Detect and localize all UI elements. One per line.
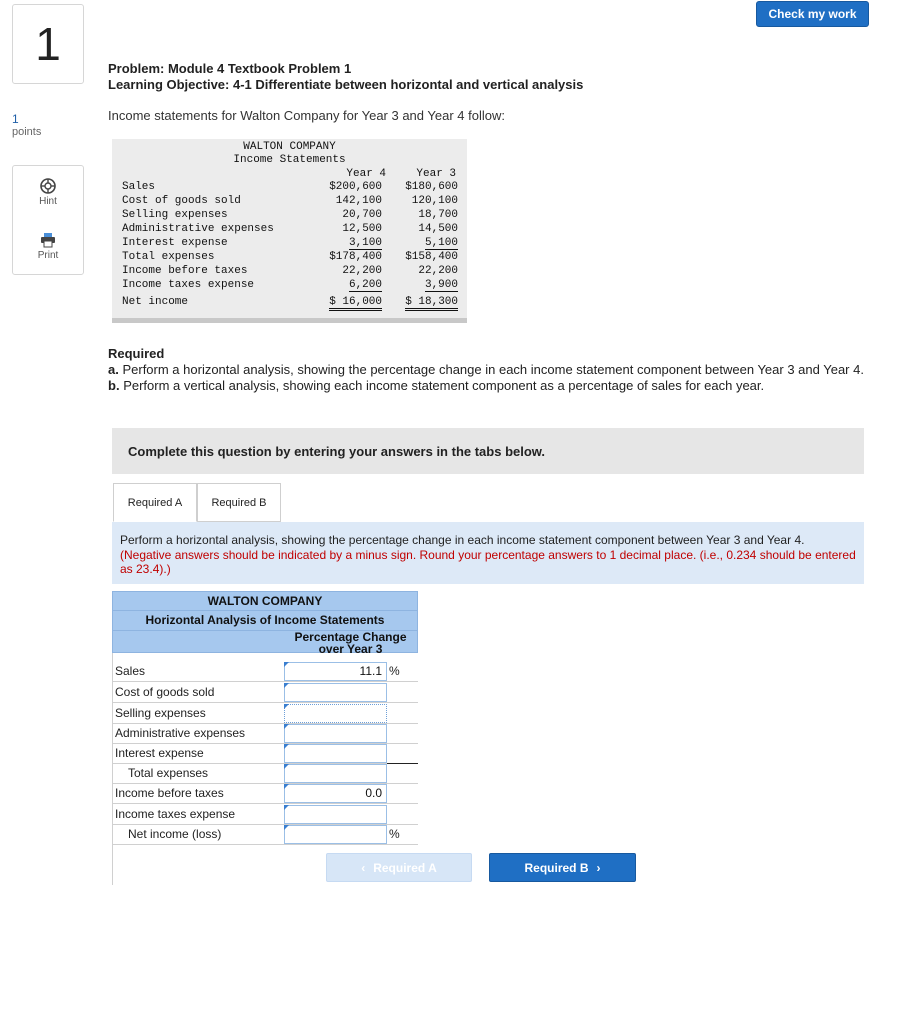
selling-change-input[interactable] bbox=[284, 704, 387, 723]
input-marker-icon bbox=[284, 683, 289, 688]
row-label: Income taxes expense bbox=[122, 279, 255, 291]
table-row bbox=[112, 703, 418, 724]
row-year3: 5,100 bbox=[424, 237, 458, 249]
instructions-box bbox=[112, 522, 864, 584]
problem-intro: Income statements for Walton Company for Year 3 and Year 4 follow: bbox=[108, 108, 505, 123]
instructions-note: (Negative answers should be indicated by a minus sign. Round your percentage answers to 1 decimal place. (i.e., 0.234 should be entered as 23.4).) bbox=[120, 547, 856, 576]
analysis-subtitle: Horizontal Analysis of Income Statements bbox=[112, 611, 418, 631]
table-row bbox=[112, 804, 418, 825]
cogs-change-input[interactable] bbox=[284, 683, 387, 702]
row-year3: 120,100 bbox=[411, 195, 458, 207]
input-marker-icon bbox=[284, 724, 289, 729]
row-year3: $158,400 bbox=[405, 251, 458, 263]
chevron-right-icon: › bbox=[596, 860, 601, 875]
required-section bbox=[108, 346, 878, 394]
row-year3: $ 18,300 bbox=[405, 296, 458, 311]
income-taxes-change-input[interactable] bbox=[284, 805, 387, 824]
percent-sign: % bbox=[389, 827, 400, 841]
required-b-prefix: b. bbox=[108, 378, 120, 393]
input-marker-icon bbox=[284, 704, 289, 709]
row-label: Administrative expenses bbox=[115, 726, 246, 740]
prev-tab-button[interactable] bbox=[326, 853, 472, 882]
required-b bbox=[108, 378, 878, 394]
print-label: Print bbox=[37, 250, 59, 261]
income-statement bbox=[112, 139, 467, 323]
row-year4: 22,200 bbox=[342, 265, 382, 277]
row-year3: $180,600 bbox=[405, 181, 458, 193]
row-year4: 142,100 bbox=[335, 195, 382, 207]
question-number bbox=[12, 4, 84, 84]
row-label: Total expenses bbox=[122, 251, 215, 263]
print-icon bbox=[40, 232, 56, 248]
chevron-left-icon: ‹ bbox=[361, 860, 366, 875]
table-row bbox=[112, 661, 418, 682]
next-tab-label: Required B bbox=[524, 860, 589, 875]
row-year4: 6,200 bbox=[348, 279, 382, 291]
required-a-prefix: a. bbox=[108, 362, 119, 377]
table-row bbox=[112, 682, 418, 703]
row-year3: 18,700 bbox=[418, 209, 458, 221]
row-label: Interest expense bbox=[122, 237, 228, 249]
row-label: Sales bbox=[122, 181, 156, 193]
row-label: Selling expenses bbox=[122, 209, 228, 221]
input-marker-icon bbox=[284, 744, 289, 749]
analysis-column-header: Percentage Change over Year 3 bbox=[284, 631, 418, 653]
total-expenses-change-input[interactable] bbox=[284, 764, 387, 783]
instructions-text: Perform a horizontal analysis, showing the percentage change in each income statement component between Year 3 and Year 4. bbox=[120, 533, 805, 547]
table-row bbox=[112, 723, 418, 744]
tools-panel bbox=[12, 165, 84, 275]
tab-required-b[interactable]: Required B bbox=[197, 483, 281, 522]
table-row bbox=[112, 763, 418, 784]
tab-required-a[interactable]: Required A bbox=[113, 483, 197, 522]
row-label: Administrative expenses bbox=[122, 223, 274, 235]
row-label: Sales bbox=[115, 664, 146, 678]
row-label: Interest expense bbox=[115, 746, 204, 760]
statement-row bbox=[122, 279, 462, 293]
statement-row bbox=[122, 195, 462, 209]
analysis-header-blank bbox=[112, 631, 284, 653]
statement-row bbox=[122, 209, 462, 223]
row-label: Net income bbox=[122, 296, 189, 308]
percent-sign: % bbox=[389, 664, 400, 678]
input-marker-icon bbox=[284, 764, 289, 769]
complete-question-text: Complete this question by entering your answers in the tabs below. bbox=[128, 443, 546, 459]
hint-icon bbox=[40, 178, 56, 194]
hint-button[interactable] bbox=[13, 178, 83, 207]
problem-title bbox=[108, 61, 583, 93]
col-year4: Year 4 bbox=[346, 168, 386, 180]
statement-company: WALTON COMPANY bbox=[243, 141, 336, 153]
row-year3: 3,900 bbox=[424, 279, 458, 291]
input-marker-icon bbox=[284, 805, 289, 810]
row-label: Income taxes expense bbox=[115, 807, 236, 821]
required-b-text: Perform a vertical analysis, showing each income statement component as a percentage of sales for each year. bbox=[123, 378, 765, 393]
prev-tab-label: Required A bbox=[373, 860, 437, 875]
statement-row bbox=[122, 265, 462, 279]
next-tab-button[interactable] bbox=[489, 853, 636, 882]
table-row bbox=[112, 783, 418, 804]
statement-row bbox=[122, 181, 462, 195]
check-my-work-button[interactable]: Check my work bbox=[756, 1, 869, 27]
row-year3: 22,200 bbox=[418, 265, 458, 277]
row-label: Income before taxes bbox=[115, 786, 224, 800]
row-label: Income before taxes bbox=[122, 265, 248, 277]
question-number-text: 1 bbox=[35, 18, 61, 70]
statement-row bbox=[122, 237, 462, 251]
row-year4: 20,700 bbox=[342, 209, 382, 221]
table-row bbox=[112, 743, 418, 764]
statement-title: Income Statements bbox=[233, 154, 346, 166]
row-label: Cost of goods sold bbox=[115, 685, 215, 699]
admin-change-input[interactable] bbox=[284, 724, 387, 743]
income-before-taxes-change-input[interactable]: 0.0 bbox=[284, 784, 387, 803]
input-marker-icon bbox=[284, 662, 289, 667]
row-label: Net income (loss) bbox=[128, 827, 222, 841]
row-year3: 14,500 bbox=[418, 223, 458, 235]
points-value: 1 bbox=[12, 112, 19, 126]
problem-title-line1: Problem: Module 4 Textbook Problem 1 bbox=[108, 61, 352, 76]
statement-header bbox=[112, 141, 467, 167]
interest-change-input[interactable] bbox=[284, 744, 387, 763]
row-year4: 12,500 bbox=[342, 223, 382, 235]
problem-title-line2: Learning Objective: 4-1 Differentiate between horizontal and vertical analysis bbox=[108, 77, 584, 92]
input-marker-icon bbox=[284, 825, 289, 830]
complete-question-banner bbox=[112, 428, 864, 474]
hint-label: Hint bbox=[39, 196, 57, 207]
required-a-text: Perform a horizontal analysis, showing the percentage change in each income statement component between Year 3 and Year 4. bbox=[122, 362, 864, 377]
row-label: Total expenses bbox=[128, 766, 209, 780]
statement-row bbox=[122, 296, 462, 310]
print-button[interactable] bbox=[13, 232, 83, 261]
table-row bbox=[112, 824, 418, 845]
row-label: Cost of goods sold bbox=[122, 195, 241, 207]
row-year4: $178,400 bbox=[329, 251, 382, 263]
required-a bbox=[108, 362, 878, 378]
statement-row bbox=[122, 223, 462, 237]
sales-change-input[interactable]: 11.1 bbox=[284, 662, 387, 681]
row-label: Selling expenses bbox=[115, 706, 206, 720]
analysis-title: WALTON COMPANY bbox=[112, 591, 418, 611]
row-year4: $ 16,000 bbox=[329, 296, 382, 311]
row-year4: $200,600 bbox=[329, 181, 382, 193]
statement-row bbox=[122, 251, 462, 265]
row-year4: 3,100 bbox=[348, 237, 382, 249]
net-income-change-input[interactable] bbox=[284, 825, 387, 844]
col-year3: Year 3 bbox=[416, 168, 456, 180]
input-marker-icon bbox=[284, 784, 289, 789]
points-label: points bbox=[12, 126, 42, 138]
required-heading: Required bbox=[108, 346, 165, 361]
